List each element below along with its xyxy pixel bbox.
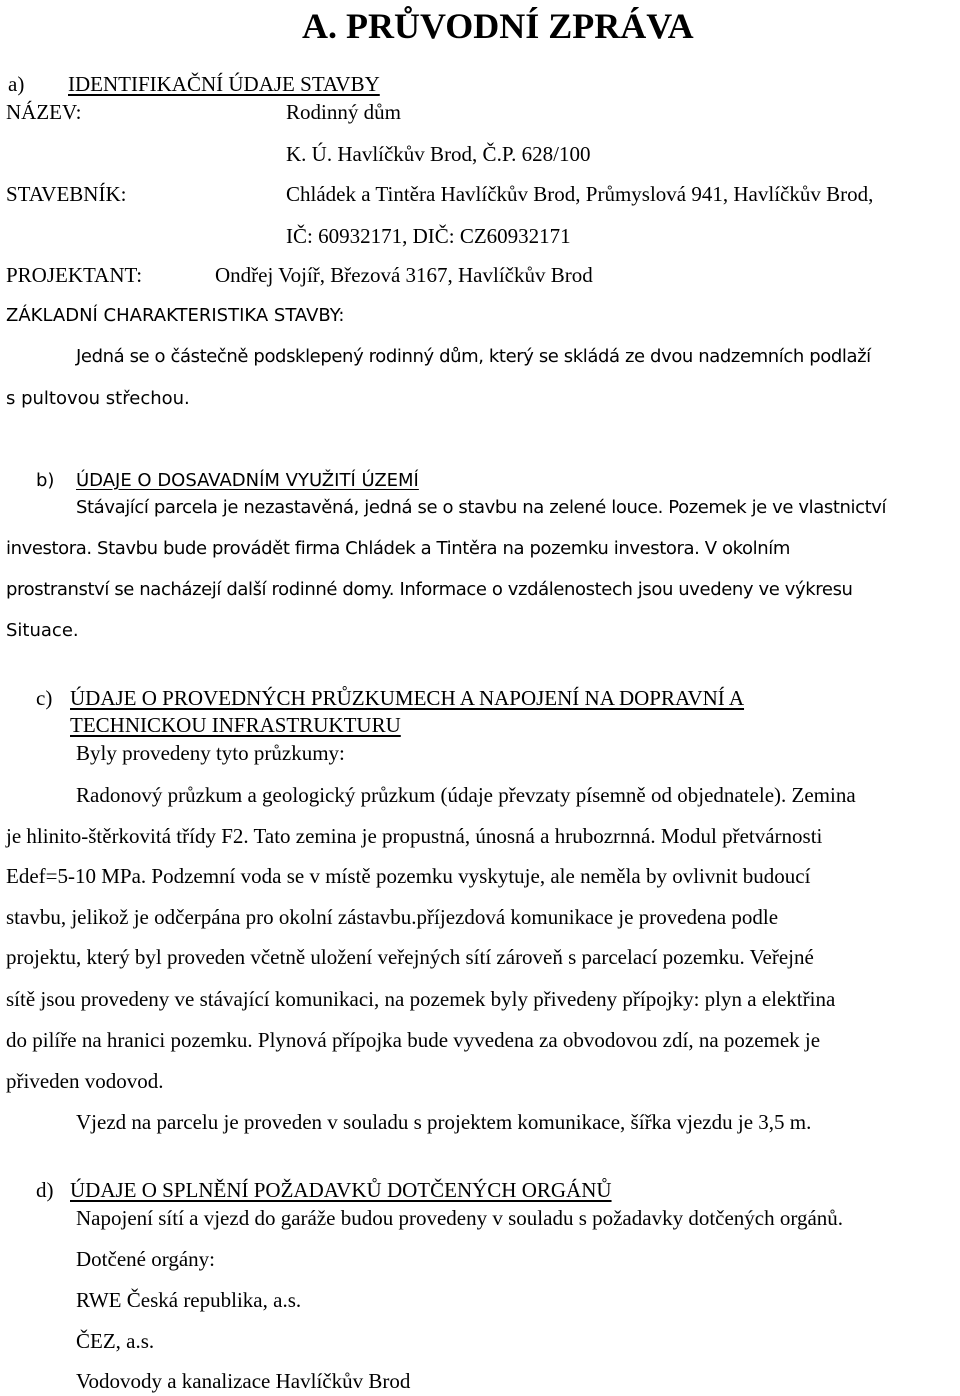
investor-ids: IČ: 60932171, DIČ: CZ60932171	[286, 224, 571, 248]
section-a-marker: a)	[8, 72, 25, 96]
document-title: A. PRŮVODNÍ ZPRÁVA	[302, 6, 694, 46]
characteristics-label: ZÁKLADNÍ CHARAKTERISTIKA STAVBY:	[6, 305, 345, 326]
name-value: Rodinný dům	[286, 100, 401, 124]
section-c-heading-cont: TECHNICKOU INFRASTRUKTURU	[70, 713, 401, 737]
section-a-heading: IDENTIFIKAČNÍ ÚDAJE STAVBY	[68, 72, 380, 96]
surveys-intro: Byly provedeny tyto průzkumy:	[76, 741, 345, 765]
authority-item: ČEZ, a.s.	[76, 1329, 155, 1353]
section-c-marker: c)	[36, 686, 53, 710]
authority-item: Vodovody a kanalizace Havlíčkův Brod	[76, 1369, 411, 1393]
designer-label: PROJEKTANT:	[6, 263, 143, 287]
section-c-paragraph: Radonový průzkum a geologický průzkum (údaje převzaty písemně od objednatele). Zemina	[76, 783, 856, 807]
authorities-label: Dotčené orgány:	[76, 1247, 215, 1271]
section-b-paragraph: Stávající parcela je nezastavěná, jedná se o stavbu na zelené louce. Pozemek je ve vlastnictví	[76, 497, 887, 518]
section-b-paragraph: prostranství se nacházejí další rodinné domy. Informace o vzdálenostech jsou uvedeny ve výkresu	[6, 579, 853, 600]
section-d-heading: ÚDAJE O SPLNĚNÍ POŽADAVKŮ DOTČENÝCH ORGÁNŮ	[70, 1178, 612, 1202]
location-value: K. Ú. Havlíčkův Brod, Č.P. 628/100	[286, 142, 591, 166]
investor-label: STAVEBNÍK:	[6, 182, 127, 206]
section-c-paragraph: sítě jsou provedeny ve stávající komunikaci, na pozemek byly přivedeny přípojky: plyn a elektřina	[6, 987, 836, 1011]
section-c-paragraph: projektu, který byl proveden včetně uložení veřejných sítí zároveň s parcelací pozemku. Veřejné	[6, 945, 814, 969]
section-c-heading: ÚDAJE O PROVEDNÝCH PRŮZKUMECH A NAPOJENÍ NA DOPRAVNÍ A	[70, 686, 745, 710]
section-c-paragraph: je hlinito-štěrkovitá třídy F2. Tato zemina je propustná, únosná a hrubozrnná. Modul přetvárnosti	[6, 824, 823, 848]
section-c-paragraph: do pilíře na hranici pozemku. Plynová přípojka bude vyvedena za obvodovou zdí, na pozemek je	[6, 1028, 821, 1052]
characteristics-text-cont: s pultovou střechou.	[6, 388, 190, 409]
section-d-marker: d)	[36, 1178, 54, 1202]
designer-value: Ondřej Vojíř, Březová 3167, Havlíčkův Brod	[215, 263, 593, 287]
section-b-heading: ÚDAJE O DOSAVADNÍM VYUŽITÍ ÚZEMÍ	[76, 470, 419, 491]
section-b-paragraph: Situace.	[6, 620, 79, 641]
section-c-paragraph: stavbu, jelikož je odčerpána pro okolní zástavbu.příjezdová komunikace je provedena podle	[6, 905, 779, 929]
section-c-paragraph: přiveden vodovod.	[6, 1069, 164, 1093]
access-note: Vjezd na parcelu je proveden v souladu s projektem komunikace, šířka vjezdu je 3,5 m.	[76, 1110, 812, 1134]
section-c-paragraph: Edef=5-10 MPa. Podzemní voda se v místě pozemku vyskytuje, ale neměla by ovlivnit budoucí	[6, 864, 811, 888]
section-b-paragraph: investora. Stavbu bude provádět firma Chládek a Tintěra na pozemku investora. V okolním	[6, 538, 790, 559]
authority-item: RWE Česká republika, a.s.	[76, 1288, 302, 1312]
name-label: NÁZEV:	[6, 100, 82, 124]
characteristics-text: Jedná se o částečně podsklepený rodinný dům, který se skládá ze dvou nadzemních podlaží	[76, 346, 871, 367]
section-b-marker: b)	[36, 470, 55, 491]
section-d-paragraph: Napojení sítí a vjezd do garáže budou provedeny v souladu s požadavky dotčených orgánů.	[76, 1206, 844, 1230]
investor-value: Chládek a Tintěra Havlíčkův Brod, Průmyslová 941, Havlíčkův Brod,	[286, 182, 874, 206]
